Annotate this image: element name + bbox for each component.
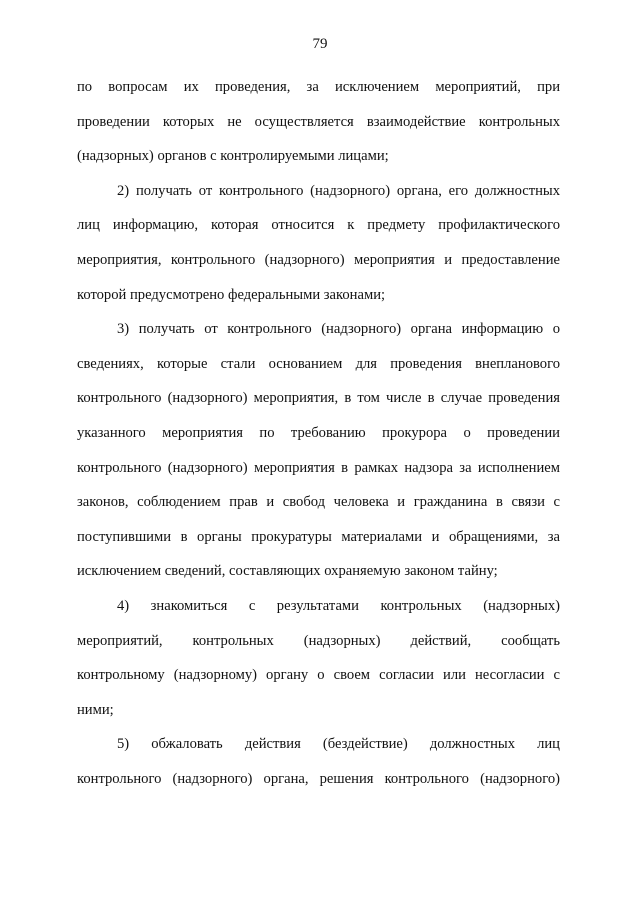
- text-line: проведении которых не осуществляется взаимодействие контрольных: [77, 113, 560, 130]
- text-line: 4) знакомиться с результатами контрольных (надзорных): [117, 597, 560, 614]
- text-line: лиц информацию, которая относится к предмету профилактического: [77, 217, 560, 234]
- text-line: 3) получать от контрольного (надзорного) органа информацию о: [117, 321, 560, 338]
- text-line: контрольного (надзорного) мероприятия в рамках надзора за исполнением: [77, 459, 560, 476]
- text-line: 5) обжаловать действия (бездействие) должностных лиц: [117, 736, 560, 753]
- text-line: (надзорных) органов с контролируемыми лицами;: [77, 148, 389, 165]
- text-line: контрольного (надзорного) органа, решения контрольного (надзорного): [77, 770, 560, 787]
- document-body: [77, 70, 560, 796]
- text-line: законов, соблюдением прав и свобод человека и гражданина в связи с: [77, 494, 560, 511]
- text-line: по вопросам их проведения, за исключением мероприятий, при: [77, 79, 560, 95]
- text-line: сведениях, которые стали основанием для проведения внепланового: [77, 355, 560, 372]
- text-line: исключением сведений, составляющих охраняемую законом тайну;: [77, 563, 498, 580]
- text-line: поступившими в органы прокуратуры материалами и обращениями, за: [77, 528, 560, 545]
- text-line: мероприятия, контрольного (надзорного) мероприятия и предоставление: [77, 251, 560, 268]
- text-line: ними;: [77, 701, 114, 718]
- text-line: 2) получать от контрольного (надзорного) органа, его должностных: [117, 182, 560, 199]
- text-line: указанного мероприятия по требованию прокурора о проведении: [77, 424, 560, 441]
- text-line: контрольного (надзорного) мероприятия, в том числе в случае проведения: [77, 390, 560, 407]
- text-line: контрольному (надзорному) органу о своем согласии или несогласии с: [77, 667, 560, 684]
- page-number: 79: [312, 36, 328, 52]
- text-line: мероприятий, контрольных (надзорных) действий, сообщать: [77, 632, 560, 649]
- text-line: которой предусмотрено федеральными законами;: [77, 286, 386, 303]
